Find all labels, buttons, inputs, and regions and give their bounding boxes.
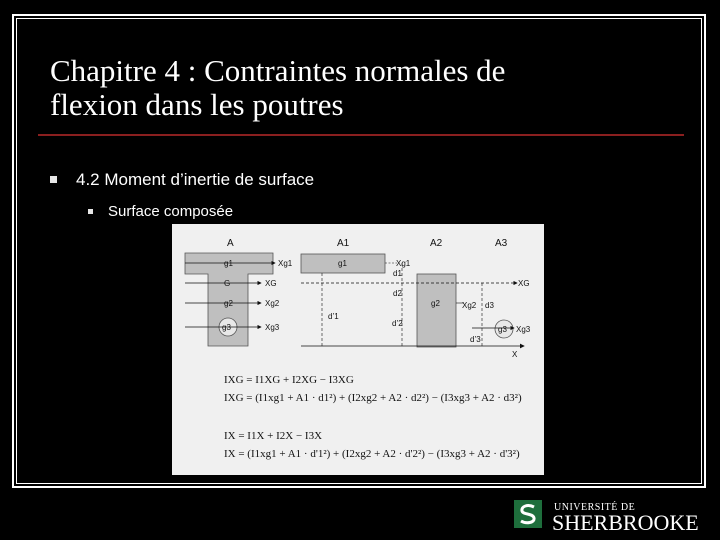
svg-text:Xg2: Xg2 [462, 301, 477, 310]
title-line-2: flexion dans les poutres [50, 87, 344, 122]
composite-section-figure [172, 224, 544, 475]
svg-text:g3: g3 [222, 323, 231, 332]
logo-emblem-icon [514, 500, 542, 528]
bullet-square-icon [50, 176, 57, 183]
svg-text:d’1: d’1 [328, 312, 339, 321]
svg-text:d3: d3 [485, 301, 494, 310]
svg-text:XG: XG [518, 279, 530, 288]
equation-ixg-simple: IXG = I1XG + I2XG − I3XG [224, 374, 354, 386]
title-line-1: Chapitre 4 : Contraintes normales de [50, 53, 506, 88]
svg-text:X: X [512, 350, 518, 359]
bullet-square-small-icon [88, 209, 93, 214]
svg-text:Xg2: Xg2 [265, 299, 280, 308]
svg-text:A1: A1 [337, 238, 350, 249]
bullet-level2-text: Surface composée [108, 203, 234, 220]
svg-text:Xg3: Xg3 [516, 325, 531, 334]
bullet-level1-text: 4.2 Moment d’inertie de surface [76, 170, 315, 189]
svg-text:d’3: d’3 [470, 335, 481, 344]
equation-ixg-expanded: IXG = (I1xg1 + A1 · d1²) + (I2xg2 + A2 · d2²) − (I3xg3 + A2 · d3²) [224, 392, 522, 404]
svg-text:A2: A2 [430, 238, 443, 249]
svg-text:Xg3: Xg3 [265, 323, 280, 332]
svg-text:g3: g3 [498, 325, 507, 334]
logo-name-text: SHERBROOKE [552, 510, 699, 535]
svg-text:d2: d2 [393, 289, 402, 298]
equation-ix-expanded: IX = (I1xg1 + A1 · d'1²) + (I2xg2 + A2 · d'2²) − (I3xg3 + A2 · d'3²) [224, 448, 520, 460]
slide-title [50, 54, 670, 122]
svg-text:G: G [224, 279, 231, 288]
logo-university-text: UNIVERSITÉ DE [554, 502, 636, 513]
shape-a2 [417, 274, 456, 347]
svg-text:A3: A3 [495, 238, 508, 249]
svg-text:Xg1: Xg1 [278, 259, 293, 268]
svg-text:g2: g2 [224, 299, 233, 308]
svg-text:g1: g1 [224, 259, 233, 268]
label-a: A [227, 238, 234, 249]
svg-text:XG: XG [265, 279, 277, 288]
svg-text:g1: g1 [338, 259, 347, 268]
svg-text:Xg1: Xg1 [396, 259, 411, 268]
title-divider [38, 134, 684, 136]
equation-ix-simple: IX = I1X + I2X − I3X [224, 430, 323, 442]
svg-text:g2: g2 [431, 299, 440, 308]
svg-text:d’2: d’2 [392, 319, 403, 328]
svg-text:d1: d1 [393, 269, 402, 278]
